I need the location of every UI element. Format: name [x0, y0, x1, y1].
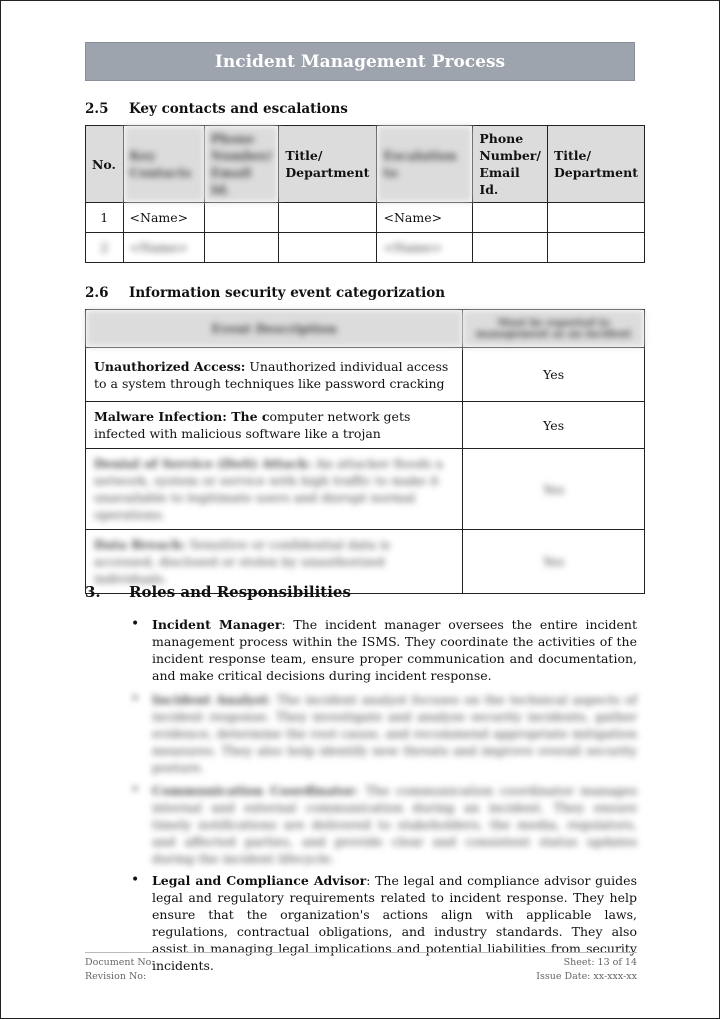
footer-row — [85, 970, 637, 984]
event-label: Unauthorized Access: — [94, 358, 246, 374]
section-heading-2-5 — [85, 101, 348, 117]
table-cell: 1 — [86, 203, 124, 233]
header-cell: Must be reported to management as an incident — [463, 310, 645, 348]
section-heading-3 — [85, 583, 351, 601]
table-header-row — [86, 310, 645, 348]
section-title: Information security event categorization — [129, 285, 446, 301]
header-cell: Title/ Department — [279, 126, 377, 203]
role-name: Communication Coordinator — [152, 783, 355, 798]
table-cell — [279, 233, 377, 263]
section-title: Roles and Responsibilities — [129, 583, 351, 601]
table-cell: <Name> — [123, 203, 204, 233]
table-header-row — [86, 126, 645, 203]
section-number: 2.5 — [85, 101, 109, 117]
event-text: omputer network gets infected with malicious software like a trojan — [94, 409, 411, 441]
header-cell: No. — [86, 126, 124, 203]
event-text: An attacker floods a network, system or service with high traffic to make it unavailable to legitimate users and disrupt normal operations. — [94, 456, 443, 522]
report-answer-cell: Yes — [463, 348, 645, 402]
document-number: Document No: — [85, 957, 155, 968]
table-cell: <Name> — [377, 203, 473, 233]
table-cell: 2 — [86, 233, 124, 263]
table-row — [86, 402, 645, 449]
table-row — [86, 203, 645, 233]
table-cell — [204, 233, 279, 263]
section-number: 3. — [85, 583, 101, 601]
header-cell: Title/ Department — [547, 126, 644, 203]
event-label: Denial of Service (DoS) Attack: — [94, 456, 312, 471]
role-name: Legal and Compliance Advisor — [152, 873, 367, 888]
event-description-cell — [86, 402, 463, 449]
sheet-number: Sheet: 13 of 14 — [563, 957, 637, 968]
page-footer — [85, 952, 637, 984]
header-cell: Escalation to — [377, 126, 473, 203]
event-text: Sensitive or confidential data is accessed, disclosed or stolen by unauthorized individuals. — [94, 537, 391, 586]
role-description: : The incident manager oversees the entire incident management process within the ISMS. They coordinate the activities of the incident response team, ensure proper communication and documentation, and make critical decisions during incident response. — [152, 617, 637, 683]
header-cell: Phone Number/ Email Id. — [473, 126, 548, 203]
header-cell: Event Description — [86, 310, 463, 348]
key-contacts-table — [85, 125, 645, 263]
event-text: Unauthorized individual access to a system through techniques like password cracking — [94, 358, 449, 391]
table-cell — [473, 233, 548, 263]
role-description: : The legal and compliance advisor guides legal and regulatory requirements related to incident response. They help ensure that the organization's actions align with applicable laws, regulations, contractual obligations, and industry standards. They also assist in managing legal implications and potential liabilities from security incidents. — [152, 873, 637, 973]
event-label: Malware Infection: The c — [94, 409, 270, 424]
role-description: : The communication coordinator manages internal and external communication during an incident. They ensure timely notifications are delivered to stakeholders, the media, regulators, and affected parties, and provide clear and consistent status updates during the incident lifecycle. — [152, 783, 638, 866]
event-description-cell — [86, 348, 463, 402]
list-item — [129, 616, 637, 684]
table-row — [86, 348, 645, 402]
report-answer-cell: Yes — [463, 449, 645, 530]
header-cell: Key Contacts — [123, 126, 204, 203]
event-label: Data Breach: — [94, 537, 186, 552]
roles-list — [129, 616, 637, 974]
section-title: Key contacts and escalations — [129, 101, 348, 117]
table-cell — [204, 203, 279, 233]
role-name: Incident Manager — [152, 617, 282, 632]
document-title-banner: Incident Management Process — [85, 42, 635, 81]
list-item — [129, 782, 637, 867]
event-categorization-table — [85, 309, 645, 594]
report-answer-cell: Yes — [463, 402, 645, 449]
role-description: : The incident analyst focuses on the technical aspects of incident response. They investigate and analyze security incidents, gather evidence, determine the root cause, and recommend appropriate mitigation measures. They also help identify new threats and improve overall security posture. — [152, 692, 637, 775]
role-name: Incident Analyst — [152, 692, 268, 707]
section-heading-2-6 — [85, 285, 445, 301]
section-number: 2.6 — [85, 285, 109, 301]
table-cell — [547, 233, 644, 263]
table-row — [86, 233, 645, 263]
issue-date: Issue Date: xx-xxx-xx — [536, 971, 637, 982]
table-cell: <Name> — [123, 233, 204, 263]
footer-row — [85, 956, 637, 970]
table-cell — [473, 203, 548, 233]
report-answer-cell: Yes — [463, 530, 645, 594]
table-row — [86, 449, 645, 530]
header-cell: Phone Number/ Email Id. — [204, 126, 279, 203]
table-cell: <Name> — [377, 233, 473, 263]
list-item — [129, 691, 637, 776]
table-cell — [279, 203, 377, 233]
table-cell — [547, 203, 644, 233]
revision-number: Revision No: — [85, 971, 147, 982]
event-description-cell — [86, 449, 463, 530]
